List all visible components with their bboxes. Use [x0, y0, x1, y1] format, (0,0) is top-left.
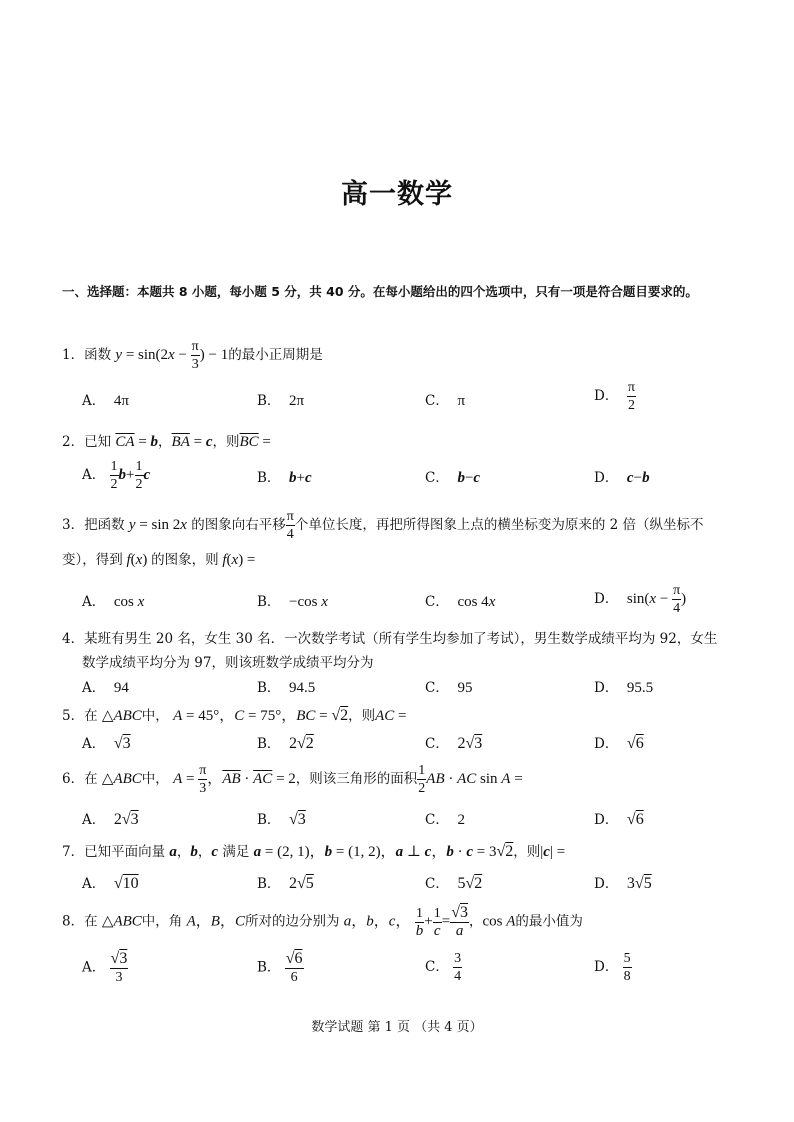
question-number: 4．	[62, 631, 85, 647]
question-number: 3．	[62, 517, 85, 533]
option-b[interactable]: B． −cos x	[257, 594, 328, 610]
option-b[interactable]: B． b+c	[257, 470, 312, 486]
question-5: 5．在 △ABC中， A = 45°，C = 75°，BC = √2，则AC =	[62, 707, 407, 724]
option-d[interactable]: D． $\frac{5}{8}$	[594, 951, 631, 984]
question-number: 2．	[62, 434, 85, 450]
option-c[interactable]: C． cos 4x	[425, 594, 496, 610]
question-8: 8．在 △ABC中，角 A，B，C所对的边分别为 a，b，c， $\frac{1}{b}$ + $\frac{1}{c}$ = $\frac{√3}{a}$ ，cos A的最小值为	[62, 904, 583, 939]
option-c[interactable]: C． 2	[425, 812, 465, 828]
question-4-line-2: 数学成绩平均分为 97，则该班数学成绩平均分为	[82, 655, 374, 671]
question-number: 5．	[62, 708, 85, 724]
option-c[interactable]: C． 5√2	[425, 875, 483, 892]
option-b[interactable]: B． 2π	[257, 393, 305, 409]
option-b[interactable]: B． 94.5	[257, 680, 316, 696]
question-7: 7．已知平面向量 a，b，c 满足 a = (2, 1)，b = (1, 2)，a ⊥ c，b · c = 3√2，则|c| =	[62, 843, 566, 860]
option-a[interactable]: A． √10	[82, 875, 139, 892]
option-a[interactable]: A． 94	[82, 680, 129, 696]
question-6: 6．在 △ABC中， A = $\frac{\pi}{3}$ ，$\overline{AB} \cdot \overline{AC} = 2$，则该三角形的面积 $\frac{1}{2}$ AB · AC sin A =	[62, 763, 523, 797]
question-2: 2．已知 $\overline{CA} = b$，$\overline{BA} = c$，则$\overline{BC}$ =	[62, 434, 271, 450]
option-c[interactable]: C． b−c	[425, 470, 481, 486]
option-a[interactable]: A． $\frac{1}{2}$ b+ $\frac{1}{2}$ c	[82, 459, 151, 492]
option-a[interactable]: A． √3	[82, 735, 131, 752]
option-b[interactable]: B． √3	[257, 811, 306, 828]
question-number: 8．	[62, 913, 85, 930]
option-d[interactable]: D． √6	[594, 811, 644, 828]
option-c[interactable]: C． π	[425, 393, 466, 409]
option-d[interactable]: D． sin(x − $\frac{\pi}{4}$ )	[594, 583, 687, 616]
page-footer: 数学试题 第 1 页 （共 4 页）	[311, 1020, 483, 1035]
option-d[interactable]: D． 95.5	[594, 680, 654, 696]
option-a[interactable]: A． 2√3	[82, 811, 139, 828]
question-number: 1．	[62, 346, 85, 363]
option-d[interactable]: D． √6	[594, 735, 644, 752]
page-title: 高一数学	[341, 179, 453, 210]
option-d[interactable]: D． c−b	[594, 470, 650, 486]
option-a[interactable]: A． $\frac{√3}{3}$	[82, 950, 128, 985]
option-c[interactable]: C． 2√3	[425, 735, 483, 752]
option-d[interactable]: D． 3√5	[594, 875, 652, 892]
option-c[interactable]: C． 95	[425, 680, 473, 696]
question-number: 7．	[62, 844, 85, 860]
question-3: 3．把函数 y = sin 2x 的图象向右平移 $\frac{\pi}{4}$ 个单位长度，再把所得图象上点的横坐标变为原来的 2 倍（纵坐标不	[62, 509, 704, 542]
option-d[interactable]: D． $\frac{\pi}{2}$	[594, 380, 635, 413]
option-b[interactable]: B． 2√2	[257, 735, 314, 752]
option-b[interactable]: B． 2√5	[257, 875, 314, 892]
option-a[interactable]: A． 4π	[82, 393, 129, 409]
question-number: 6．	[62, 771, 85, 787]
question-1: 1．函数 y = sin(2x − $\frac{\pi}{3}$ ) − 1的最小正周期是	[62, 339, 323, 372]
question-4: 4．某班有男生 20 名，女生 30 名．一次数学考试（所有学生均参加了考试），男生数学成绩平均为 92，女生	[62, 631, 718, 647]
option-a[interactable]: A． cos x	[82, 594, 145, 610]
math-expression: y = sin(2x − $\frac{\pi}{3}$ ) − 1	[115, 339, 229, 372]
section-heading: 一、选择题：本题共 8 小题，每小题 5 分，共 40 分。在每小题给出的四个选项中，只有一项是符合题目要求的。	[62, 284, 698, 299]
question-3-line-2: 变），得到 f(x) 的图象，则 f(x) =	[62, 552, 256, 568]
option-b[interactable]: B． $\frac{√6}{6}$	[257, 950, 303, 985]
option-c[interactable]: C． $\frac{3}{4}$	[425, 951, 462, 984]
